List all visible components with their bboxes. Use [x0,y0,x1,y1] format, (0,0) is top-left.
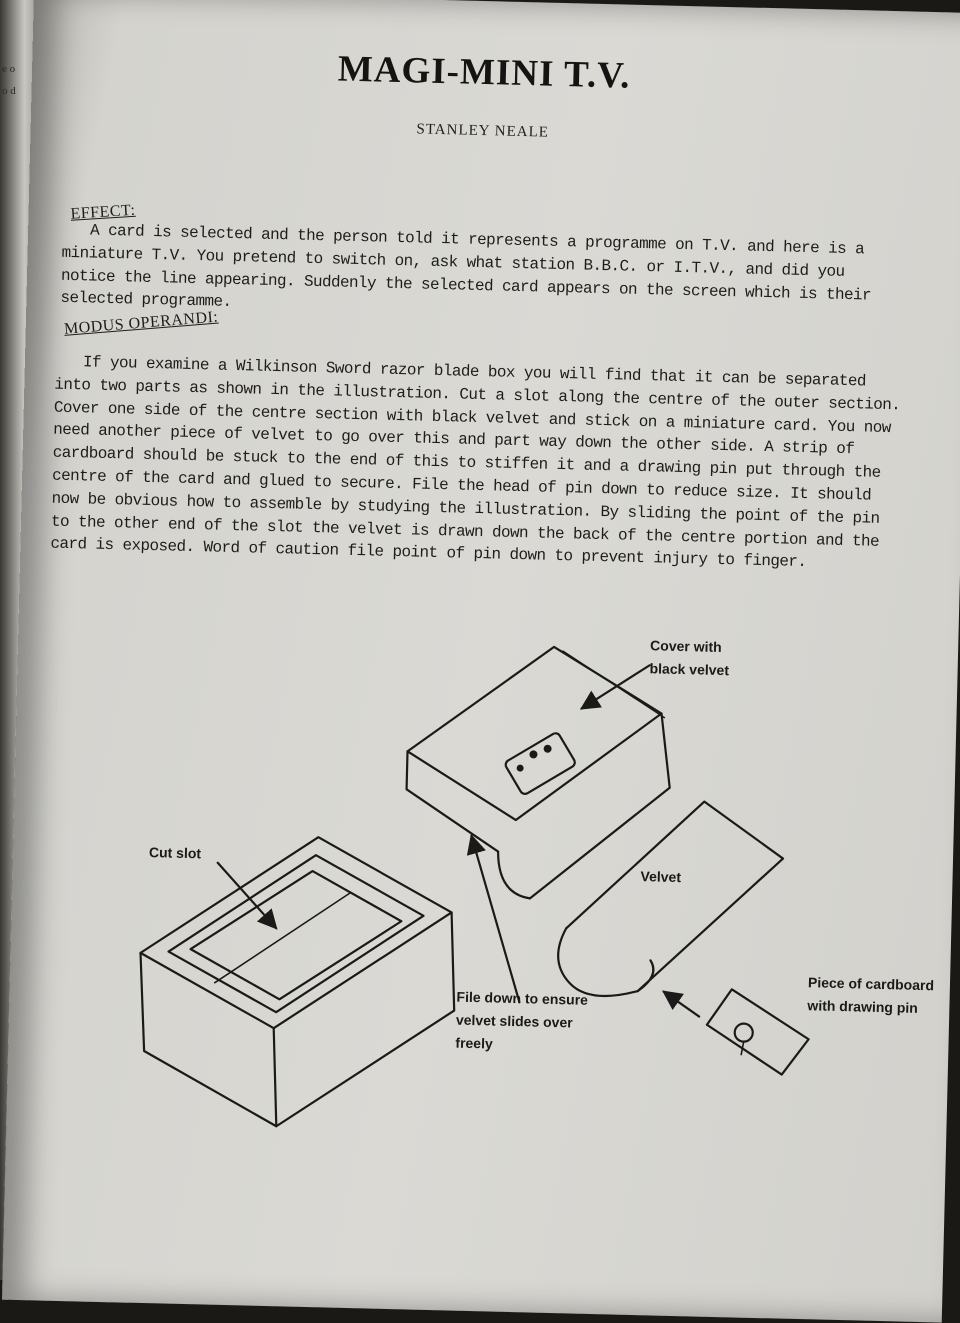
effect-heading: EFFECT: [70,201,136,223]
cardboard-strip-drawing [706,989,810,1075]
effect-paragraph: A card is selected and the person told it represents a programme on T.V. and here is a miniature T.V. You pretend to switch on, ask what station B.B.C. or I.T.V., and did you notice the line appearing. Suddenly the selected card appears on the screen which is their selected programme. [60,221,872,312]
author-name: STANLEY NEALE [416,121,550,141]
label-cover-black-velvet: Cover with black velvet [649,637,730,679]
modus-operandi-heading: MODUS OPERANDI: [63,308,219,338]
left-margin-text: e o o d [2,63,16,97]
book-page [2,0,960,1323]
arrows [214,655,707,1017]
outer-box-drawing [136,833,458,1131]
label-cardboard-drawing-pin: Piece of cardboard with drawing pin [807,974,935,1016]
label-file-down: File down to ensure velvet slides over freely [455,988,589,1052]
modus-operandi-paragraph: If you examine a Wilkinson Sword razor blade box you will find that it can be separated into two parts as shown in the illustration. Cut a slot along the centre of the outer section. Cover one side of the centre section with black velvet and stick on a miniature card. You now need another piece of velvet to go over this and part way down the other side. A strip of cardboard should be stuck to the end of this to stiffen it and a drawing pin put through the centre of the card and glued to secure. File the head of pin down to reduce size. It should now be obvious how to assemble by studying the illustration. By sliding the point of the pin to the other end of the slot the velvet is drawn down the back of the centre portion and the card is exposed. Word of caution file point of pin down to prevent injury to finger. [50,353,901,572]
assembly-diagram [2,0,960,1313]
velvet-strip-drawing [557,798,784,1000]
label-cut-slot: Cut slot [148,844,202,862]
page-title: MAGI-MINI T.V. [337,48,631,97]
label-velvet: Velvet [640,868,682,886]
miniature-card-marks [517,744,552,772]
inner-section-drawing [404,643,673,901]
